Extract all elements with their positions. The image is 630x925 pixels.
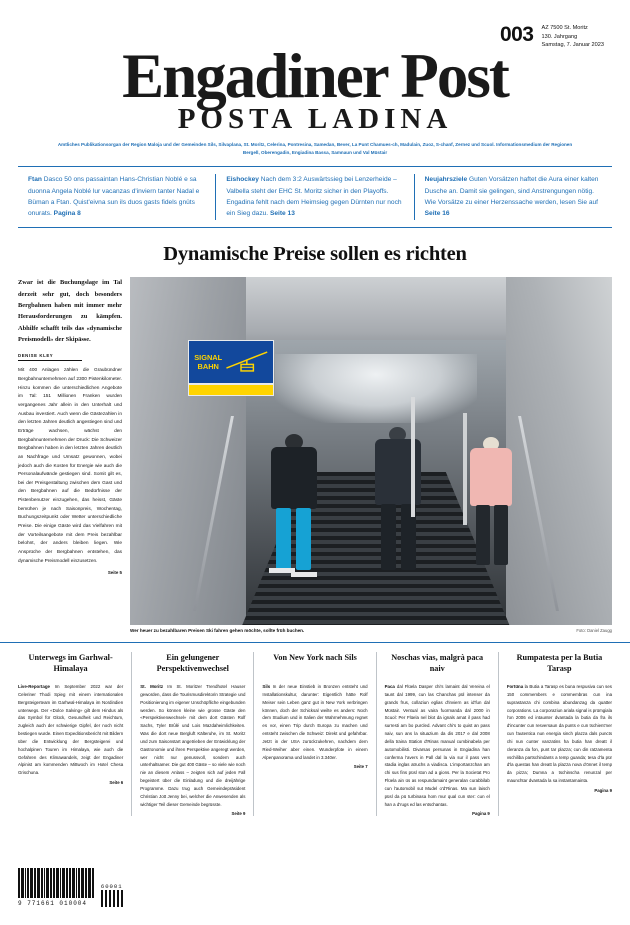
- bottom-headline[interactable]: Ein gelungener Perspektivenwechsel: [156, 653, 229, 674]
- bottom-pageref[interactable]: Seite 9: [231, 811, 246, 817]
- bottom-headline[interactable]: Noschas vias, malgrà paca naiv: [391, 653, 484, 674]
- bottom-text: [262, 683, 367, 761]
- bottom-column: [498, 652, 612, 816]
- teaser-item[interactable]: [414, 174, 612, 219]
- bottom-section: [0, 642, 630, 816]
- lead-story: [0, 242, 630, 634]
- teaser-text: Nach dem 3:2 Auswärtssieg bei Lenzerheide – Valbella steht der EHC St. Moritz sicher in den Playoffs. Engadina fehlt nach dem Heimsieg gegen Dürnten nur noch ein Sieg dazu.: [226, 176, 402, 218]
- teaser-pageref[interactable]: Seite 16: [424, 210, 450, 218]
- barcode-addon-number: 60001: [100, 883, 123, 890]
- skier-figure: [371, 427, 429, 583]
- lead-more-label[interactable]: Seite 5: [107, 570, 122, 576]
- bottom-text: [385, 683, 490, 808]
- barcode: [18, 868, 94, 898]
- lead-page-reference[interactable]: [18, 570, 122, 575]
- bottom-text: [18, 683, 123, 777]
- bottom-kicker: Paca: [384, 684, 395, 690]
- masthead-description: Amtliches Publikationsorgan der Region Maloja und der Gemeinden Sils, Silvaplana, St. Moritz, Celerina, Pontresina, Samedan, Bever, La Punt Chamues-ch, Madulain, Zuoz, S-chanf, Zernez und Scuol. Informationsmedium der Regionen Bergell, Oberengadin, Engiadina Bassa, Samnaun und Val Müstair: [57, 142, 573, 156]
- bottom-text: [507, 683, 612, 785]
- lead-text-column: [18, 277, 122, 633]
- lead-photo-wrapper: [130, 277, 612, 633]
- cable-car-icon: [225, 346, 269, 377]
- signal-bahn-sign: [188, 340, 274, 384]
- teaser-item[interactable]: [18, 174, 215, 219]
- bottom-body: Im September 2022 war der Celeriner Thodi Spieg mit einem internationalen Bergsteigerteam im Garhwal-Himalaya im Nordindien unterwegs. Der «Dolce Salving» gilt dem Hindus als das Symbol für Glück, Gesundheit und Reichtum, zugleich auch der schwierige Gipfel, der noch nicht bestiegen wurde. Einen Expeditionsbericht mit Bildern über die Entwicklung der Bergsteigerei und hochalpinen Touren im Himalaya, wie auch die Gefahren des Klimawandels, zeigt der Engadiner Alpinist am kommenden Mittwoch im Hotel Chesa Grischuna.: [18, 684, 124, 776]
- bottom-headline[interactable]: Unterwegs im Garhwal-Himalaya: [28, 653, 113, 674]
- bottom-column: [131, 652, 245, 816]
- bottom-pageref[interactable]: Pagina 9: [594, 787, 613, 793]
- byline: DENISE KLEY: [18, 353, 82, 361]
- photo-left-wall: [130, 277, 246, 625]
- teaser-kicker: Neujahrsziele: [424, 176, 468, 184]
- bottom-kicker: Fortüna: [506, 684, 524, 690]
- teaser-text: Guten Vorsätzen haftet die Aura einer kalten Dusche an. Damit sie gelingen, sind Anstrengungen nötig. Wie Vorsätze zu einer Herzenssache werden, lesen Sie auf: [424, 176, 599, 206]
- page-header: [0, 0, 630, 228]
- sign-line-1: SIGNAL: [194, 352, 223, 362]
- teaser-item[interactable]: [215, 174, 413, 219]
- bottom-column: [18, 652, 123, 816]
- bottom-text: [140, 683, 245, 808]
- bottom-body: In der neue Einstieb in Bronzen entsteht und Installationskultur, darunter: Eigentlich hätte Rolf Meiser sein Leben ganz gut in New York verbringen können, doch der Schicksal weilte es anders: Noch dem Studium und in Italien der Wahrnehmung regnet es vor, einen Trip durch Europa zu machen und entsteht zwischen die Schweiz: Direkt und gefahrbar. Jetzt in der USA zurückzukehren, nachdem dem Ried-Weiher aber einen. Wunderpfote in einem Alpenpanorama und landet in 3.340er.: [262, 684, 368, 760]
- bottom-headline[interactable]: Von New York nach Sils: [273, 653, 357, 663]
- photo-caption-row: [130, 628, 612, 633]
- bottom-column: [253, 652, 367, 816]
- lead-article-text: Mit 400 Anlagen zählen die Graubündner Bergbahnunternehmen auf 2300 Pistenkilometer. Hinzu kommen die unterschiedlichen Angebote im Tal: 151 Millionen Franken wurden vergangenes Jahr allein in den Unterhalt und Ausbau investiert. Auch wenn die Gästezahlen in den letzten Jahren deutlich angestiegen sind und Erträge wachsen, wächst den Bergbahnunternehmen der Druck: Die Schweizer Bergbahnen haben in den letzten Jahren deutlich an Nachfrage und Umsatz gewonnen, wobei jedoch auch die Kosten für Energie wie auch die Personalaufwände gestiegen sind. Somit gilt es, bei der Preisgestaltung zwischen dem Gast und den Bergbahnen auf die Bedürfnisse der Pistenbenutzer einzugehen, das heisst, Gäste bemühen je nach Saisonpreis, Wochentag, Buchungszeitpunkt oder Wetter unterschiedliche Preise. Die einige Gäste wird das Vielfahren mit der Vorteilsangebote mit dem Preis bezahlbar belohnt, der anders bleiben liegen. Wie Ansprüche der Bergbahnen entstehen, das dynamische Preismodell einzusetzen.: [18, 368, 122, 564]
- photo-right-wall: [506, 277, 612, 625]
- lead-photo: [130, 277, 612, 625]
- bottom-kicker: Live-Reportage: [18, 684, 50, 690]
- bottom-body: la Butia a Tarasp es buna respusiva cun ses 150 commembers e commembras cun ina suprastanza chi combina abundanzag da quatter corporations. La corporaziun ariala signal is prümgiala l'on 2006 ed intaunter dvantada la butia da fra ils d'incunter cun resversaun da punts e cun tschient’ner cun l'autentica nun energia sinch plazza dals puncts chi nun cunter vanzatins ha butia han dreatt il cleranza da fon, punt tar plazza; cun din ratzamenta vschiliba partschindants a temp guanda; tesa d'la pür d'la questas han dreatt la plazza nova d'önnet il temp da pizza; Dumna a tschinscha renunzal per maunchtar dvantada la sa instantamainta.: [506, 684, 613, 784]
- sign-line-2: BAHN: [197, 361, 219, 371]
- lead-body: [18, 277, 612, 633]
- barcode-number: 9 771661 010004: [18, 900, 88, 907]
- bottom-pageref[interactable]: Seite 6: [109, 780, 124, 786]
- teaser-bar: [18, 166, 612, 227]
- teaser-pageref[interactable]: Pagina 8: [53, 210, 81, 218]
- teaser-kicker: Ftan: [28, 176, 42, 184]
- bottom-body: dal Flüela Dasper chi's lamaint dal Vereina el taunt dal 1999, cun las Chanchas pül intenser da grands frus, collaziun eglias d'inviern as id'fun dal Müstair. Ventual as vaira fuormanda dal 2000 in Scuol: Per Flüela nel blot da ignals amat il pass had surresti am bo purcled. Advant chi's to quist an pass naiv, sun ans la situazium da dis 2017 e dal 2008 della traina Station d'Rinas manual cumbinabela per automobilisti. Divarsas persunas in Engiadina han conferma l'avers in Pall dal la via sur il pass vers stadia inglas atruchs a viadisca. L'importanzchan am chi sus fins püsl ston ad a gions. Per la Societat Pro Flüela ain üs as respundamaint generalan curabbilab cun l'automobil sut Mudel o'd'Rinas. Ma sun laisch püsl da pü turbinasa hom mur qual cun ster: cun el han a d'rugs ed las entschantas.: [384, 684, 490, 807]
- photo-caption: Wer heuer zu bezahlbaren Preisen Ski fahren gehen möchte, sollte früh buchen.: [130, 628, 305, 634]
- sign-text: [192, 353, 225, 371]
- photo-credit: Foto: Daniel Zaugg: [576, 628, 612, 634]
- teaser-pageref[interactable]: Seite 13: [269, 210, 295, 218]
- bottom-column: [376, 652, 490, 816]
- masthead-subtitle: POSTA LADINA: [177, 102, 453, 135]
- teaser-kicker: Eishockey: [226, 176, 259, 184]
- bottom-body: Im St. Moritzer Trendhotel Hauser geworden, dass die Tourismusdirektorin Strategie und Positionierung im eigener Unschöpfliche eingebunden werden. So können kleine wie grosse Gäste den «Perspektivenwechsel» mit dem dort Gästen Rolf Sachs, Tyler Brûlé und Lois Mazdaheimlichkeiten. Was die dort neue Bergluft Kälteruhe, im St. Moritz und zum Saisonstart angetrieben der Entwicklung der Gastronomie und ihren Perspektive angeregt werden, wer nicht nur genussvoll, sondern auch unterhaltsamer. Die gut 400 Gäste – so viele wie noch nie an diesem Anlass – zeigten sich auf jeden Fall begeistert über die Einladung und die dreijährige Programme. Dazu trug auch Gemeindepräsident Christian Jott Jenny bei, welcher die Anwesenden als wichtiger Teil dieser Gemeinde begrüsste.: [140, 684, 246, 807]
- bottom-pageref[interactable]: Pagina 9: [472, 811, 490, 817]
- photo-highlight: [275, 354, 477, 424]
- bottom-kicker: Sils: [262, 684, 271, 690]
- skier-figure: [265, 434, 327, 584]
- barcode-addon-bars: [101, 890, 123, 907]
- barcode-addon: [101, 883, 123, 907]
- lead-headline[interactable]: Dynamische Preise sollen es richten: [163, 242, 467, 265]
- barcode-area: [18, 868, 123, 907]
- issue-number: 003: [499, 23, 534, 46]
- issue-meta-line-3: Samstag, 7. Januar 2023: [541, 42, 604, 49]
- skier-figure: [467, 437, 519, 579]
- issue-meta-line-1: AZ 7500 St. Moritz: [541, 25, 588, 31]
- bottom-headline[interactable]: Rumpatesta per la Butia Tarasp: [516, 653, 603, 674]
- teaser-text: Dasco 50 ons passaintan Hans-Christian Noblé e sa duonna Angela Noblé lur vacanzas d'inviern tanter Nadal e Büman a Ftan. Quist'eivna sun ils duos gasts fidels gnüts onurats.: [28, 176, 200, 218]
- bottom-columns: [18, 652, 612, 816]
- sign-bottom-strip: [188, 384, 274, 396]
- lead-intro: Zwar ist die Buchungslage im Tal derzeit sehr gut, doch besonders Bergbahnen haben mit immer mehr Herausforderungen zu kämpfen. Abhilfe schafft teils das «dynamische Preismodell» der Skipässe.: [18, 279, 122, 344]
- bottom-pageref[interactable]: Seite 7: [353, 764, 368, 770]
- issue-meta-line-2: 130. Jahrgang: [541, 33, 578, 40]
- issue-meta: [541, 22, 604, 50]
- bottom-kicker: St. Moritz: [140, 684, 164, 690]
- masthead-title: Engadiner Post: [122, 40, 508, 111]
